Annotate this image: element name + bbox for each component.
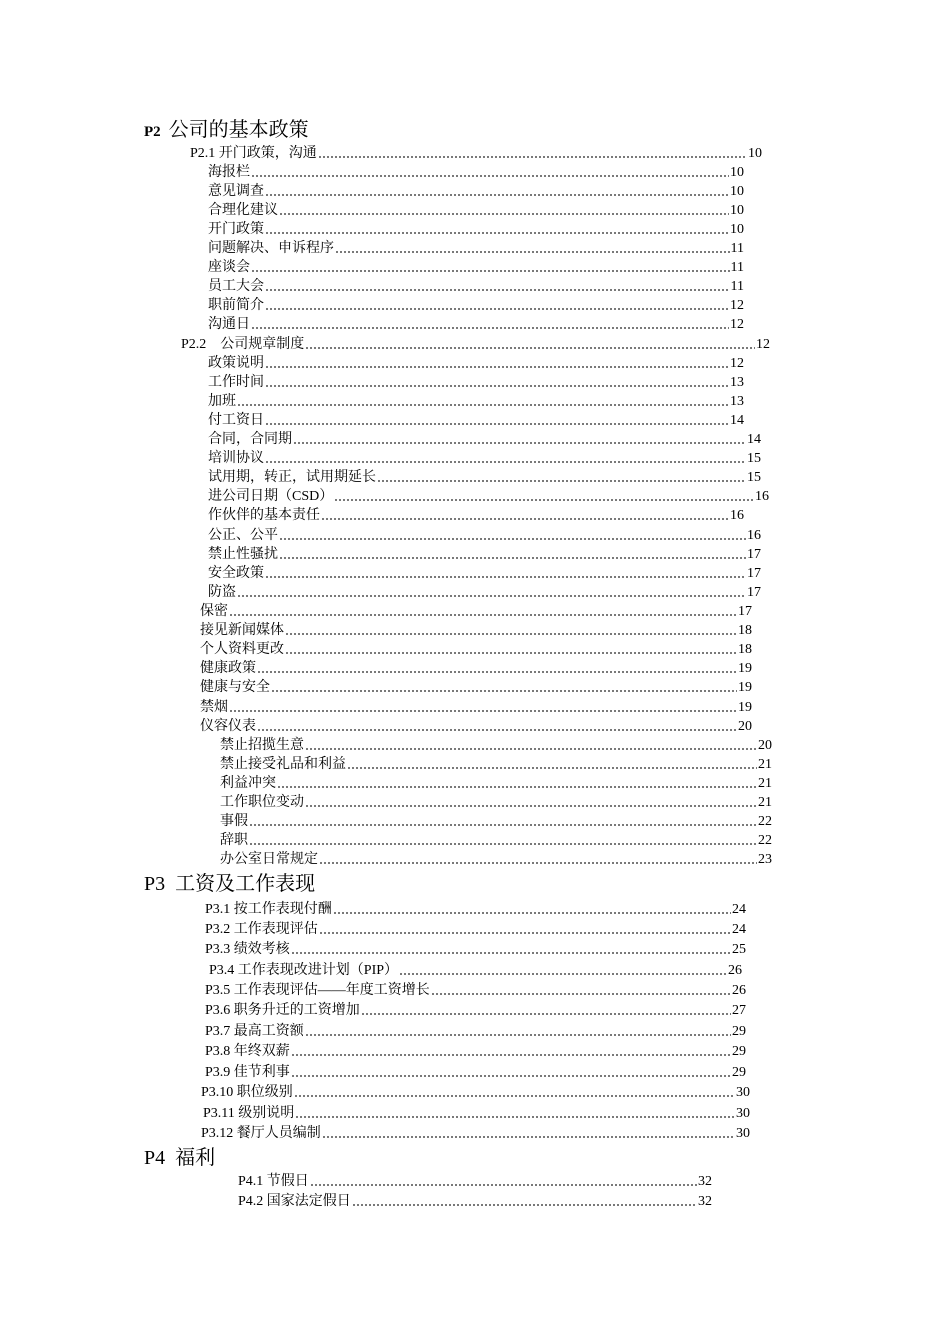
toc-page-number: 14	[730, 413, 744, 428]
toc-entry-label: 事假	[220, 814, 248, 829]
section-number: P3	[144, 873, 166, 895]
dot-leader	[333, 912, 731, 914]
toc-entry[interactable]	[205, 1000, 746, 1019]
toc-entry[interactable]	[208, 467, 761, 486]
toc-entry-label: P3.11 级别说明	[203, 1106, 295, 1121]
dot-leader	[305, 748, 757, 750]
toc-entry-label: P3.7 最高工资额	[205, 1024, 304, 1039]
dot-leader	[335, 251, 730, 253]
toc-page-number: 17	[747, 566, 761, 581]
dot-leader	[291, 1075, 731, 1077]
dot-leader	[310, 1184, 697, 1186]
toc-entry[interactable]	[181, 334, 770, 353]
dot-leader	[265, 366, 729, 368]
toc-entry-label: 个人资料更改	[200, 642, 284, 657]
toc-page-number: 10	[730, 184, 744, 199]
toc-page-number: 24	[732, 922, 746, 937]
dot-leader	[291, 952, 731, 954]
dot-leader	[277, 786, 757, 788]
dot-leader	[319, 932, 731, 934]
dot-leader	[319, 862, 757, 864]
toc-entry-label: P3.1 按工作表现付酬	[205, 902, 332, 917]
toc-entry-label: P3.12 餐厅人员编制	[201, 1126, 321, 1141]
toc-entry[interactable]	[220, 754, 772, 773]
toc-entry[interactable]	[205, 1021, 746, 1040]
toc-entry-label: P3.9 佳节利事	[205, 1065, 290, 1080]
toc-entry-label: 仪容仪表	[200, 719, 256, 734]
toc-page-number: 11	[730, 260, 744, 275]
toc-entry-label: 禁止性骚扰	[208, 547, 278, 562]
toc-page-number: 18	[738, 642, 752, 657]
toc-entry-label: 禁止接受礼品和利益	[220, 757, 346, 772]
toc-entry[interactable]	[208, 544, 761, 563]
toc-page-number: 23	[758, 852, 772, 867]
toc-page-number: 19	[738, 700, 752, 715]
toc-entry[interactable]	[208, 391, 744, 410]
toc-page-number: 30	[736, 1126, 750, 1141]
toc-page-number: 16	[747, 528, 761, 543]
dot-leader	[265, 385, 729, 387]
toc-entry-label: 公正、公平	[208, 528, 278, 543]
toc-entry[interactable]	[201, 1123, 750, 1142]
toc-entry[interactable]	[200, 658, 752, 677]
toc-entry[interactable]	[208, 429, 761, 448]
toc-entry-label: 政策说明	[208, 356, 264, 371]
toc-page-number: 15	[747, 451, 761, 466]
dot-leader	[285, 652, 737, 654]
toc-entry[interactable]	[205, 1062, 746, 1081]
section-heading-p4	[144, 1146, 215, 1170]
toc-entry[interactable]	[220, 735, 772, 754]
toc-entry[interactable]	[208, 582, 761, 601]
toc-entry[interactable]	[238, 1191, 712, 1210]
toc-entry[interactable]	[205, 899, 746, 918]
dot-leader	[279, 213, 729, 215]
toc-entry-label: 防盗	[208, 585, 236, 600]
dot-leader	[249, 824, 757, 826]
dot-leader	[229, 614, 737, 616]
dot-leader	[251, 327, 729, 329]
toc-page-number: 18	[738, 623, 752, 638]
toc-entry-label: P3.2 工作表现评估	[205, 922, 318, 937]
dot-leader	[305, 805, 757, 807]
toc-entry[interactable]	[208, 238, 744, 257]
toc-entry[interactable]	[208, 448, 761, 467]
toc-entry[interactable]	[205, 980, 746, 999]
toc-entry[interactable]	[203, 1103, 750, 1122]
toc-entry-label: P3.3 绩效考核	[205, 942, 290, 957]
toc-entry[interactable]	[201, 1082, 750, 1101]
toc-entry[interactable]	[200, 620, 752, 639]
dot-leader	[352, 1204, 697, 1206]
toc-page-number: 29	[732, 1044, 746, 1059]
toc-entry[interactable]	[208, 525, 761, 544]
dot-leader	[237, 595, 746, 597]
dot-leader	[265, 423, 729, 425]
toc-entry-label: 员工大会	[208, 279, 264, 294]
toc-page-number: 21	[758, 776, 772, 791]
toc-page-number: 29	[732, 1065, 746, 1080]
dot-leader	[265, 232, 729, 234]
toc-entry-label: 付工资日	[208, 413, 264, 428]
section-number: P2	[144, 124, 161, 140]
toc-entry[interactable]	[205, 939, 746, 958]
toc-page-number: 32	[698, 1194, 712, 1209]
toc-entry-label: P2.1 开门政策，沟通	[190, 146, 317, 161]
dot-leader	[237, 404, 729, 406]
dot-leader	[279, 557, 746, 559]
toc-page-number: 27	[732, 1003, 746, 1018]
dot-leader	[431, 993, 731, 995]
dot-leader	[229, 710, 737, 712]
toc-entry-label: 海报栏	[208, 165, 250, 180]
toc-page-number: 20	[758, 738, 772, 753]
toc-page-number: 14	[747, 432, 761, 447]
dot-leader	[265, 576, 746, 578]
dot-leader	[251, 270, 730, 272]
toc-entry[interactable]	[200, 677, 752, 696]
toc-page-number: 15	[747, 470, 761, 485]
toc-entry-label: P2.2 公司规章制度	[181, 337, 305, 352]
toc-entry[interactable]	[208, 353, 744, 372]
toc-entry-label: P3.6 职务升迁的工资增加	[205, 1003, 360, 1018]
toc-page-number: 10	[730, 203, 744, 218]
dot-leader	[279, 538, 746, 540]
toc-entry[interactable]	[208, 200, 744, 219]
toc-page-number: 19	[738, 680, 752, 695]
toc-page-number: 10	[730, 165, 744, 180]
dot-leader	[265, 289, 730, 291]
toc-page-number: 32	[698, 1174, 712, 1189]
toc-entry-label: 意见调查	[208, 184, 264, 199]
toc-entry[interactable]	[208, 410, 744, 429]
toc-page-number: 16	[755, 489, 769, 504]
section-title: 公司的基本政策	[168, 119, 309, 141]
toc-page-number: 10	[748, 146, 762, 161]
toc-page-number: 11	[730, 241, 744, 256]
dot-leader	[361, 1013, 731, 1015]
toc-page-number: 30	[736, 1106, 750, 1121]
toc-entry-label: 接见新闻媒体	[200, 623, 284, 638]
dot-leader	[249, 843, 757, 845]
toc-page-number: 12	[730, 298, 744, 313]
toc-entry[interactable]	[208, 505, 744, 524]
toc-page-number: 19	[738, 661, 752, 676]
toc-entry-label: P3.4 工作表现改进计划（PIP）	[209, 963, 399, 978]
toc-entry-label: 进公司日期（CSD）	[208, 489, 334, 504]
toc-entry[interactable]	[209, 960, 742, 979]
toc-page-number: 21	[758, 757, 772, 772]
toc-entry[interactable]	[200, 716, 752, 735]
toc-entry-label: 沟通日	[208, 317, 250, 332]
toc-entry-label: P3.5 工作表现评估——年度工资增长	[205, 983, 430, 998]
toc-page-number: 13	[730, 375, 744, 390]
toc-page-number: 17	[747, 547, 761, 562]
toc-page-number: 17	[738, 604, 752, 619]
toc-page-number: 10	[730, 222, 744, 237]
dot-leader	[265, 461, 746, 463]
toc-entry[interactable]	[220, 811, 772, 830]
dot-leader	[294, 1095, 735, 1097]
toc-page-number: 29	[732, 1024, 746, 1039]
toc-page-number: 11	[730, 279, 744, 294]
toc-entry-label: 保密	[200, 604, 228, 619]
toc-entry-label: 作伙伴的基本责任	[208, 508, 320, 523]
dot-leader	[399, 973, 727, 975]
dot-leader	[334, 499, 754, 501]
toc-entry-label: P3.10 职位级别	[201, 1085, 293, 1100]
toc-entry-label: 工作时间	[208, 375, 264, 390]
toc-page-number: 22	[758, 833, 772, 848]
toc-entry[interactable]	[208, 257, 744, 276]
toc-entry-label: P4.2 国家法定假日	[238, 1194, 351, 1209]
toc-entry-label: 试用期，转正，试用期延长	[208, 470, 376, 485]
toc-entry-label: 问题解决、申诉程序	[208, 241, 334, 256]
toc-entry-label: 办公室日常规定	[220, 852, 318, 867]
toc-page-number: 20	[738, 719, 752, 734]
dot-leader	[305, 1034, 731, 1036]
dot-leader	[265, 194, 729, 196]
dot-leader	[305, 347, 755, 349]
toc-page-number: 12	[756, 337, 770, 352]
toc-entry[interactable]	[200, 601, 752, 620]
toc-entry[interactable]	[208, 372, 744, 391]
toc-entry[interactable]	[200, 697, 752, 716]
toc-entry-label: 禁止招揽生意	[220, 738, 304, 753]
toc-page-number: 26	[728, 963, 742, 978]
toc-entry-label: 加班	[208, 394, 236, 409]
dot-leader	[347, 767, 757, 769]
toc-entry[interactable]	[208, 486, 769, 505]
toc-page-number: 25	[732, 942, 746, 957]
dot-leader	[271, 690, 737, 692]
dot-leader	[251, 175, 729, 177]
toc-entry-label: 安全政策	[208, 566, 264, 581]
toc-entry[interactable]	[205, 919, 746, 938]
dot-leader	[322, 1136, 735, 1138]
toc-entry[interactable]	[208, 219, 744, 238]
toc-entry[interactable]	[220, 792, 772, 811]
toc-entry[interactable]	[238, 1171, 712, 1190]
dot-leader	[265, 308, 729, 310]
section-title: 工资及工作表现	[175, 873, 316, 895]
toc-entry-label: 职前简介	[208, 298, 264, 313]
dot-leader	[295, 1116, 735, 1118]
dot-leader	[377, 480, 746, 482]
toc-page-number: 16	[730, 508, 744, 523]
toc-page-number: 12	[730, 356, 744, 371]
dot-leader	[293, 442, 746, 444]
toc-entry-label: 辞职	[220, 833, 248, 848]
toc-entry[interactable]	[208, 162, 744, 181]
toc-entry-label: 合同，合同期	[208, 432, 292, 447]
toc-page-number: 22	[758, 814, 772, 829]
toc-entry-label: 开门政策	[208, 222, 264, 237]
section-title: 福利	[175, 1147, 216, 1169]
toc-entry[interactable]	[190, 143, 762, 162]
toc-entry[interactable]	[208, 276, 744, 295]
toc-entry[interactable]	[220, 830, 772, 849]
section-number: P4	[144, 1147, 166, 1169]
dot-leader	[318, 156, 747, 158]
toc-entry[interactable]	[208, 295, 744, 314]
toc-entry-label: P3.8 年终双薪	[205, 1044, 290, 1059]
toc-entry-label: 座谈会	[208, 260, 250, 275]
toc-entry[interactable]	[220, 773, 772, 792]
toc-entry-label: 培训协议	[208, 451, 264, 466]
dot-leader	[257, 729, 737, 731]
section-heading-p3	[144, 872, 315, 896]
toc-entry[interactable]	[200, 639, 752, 658]
toc-entry-label: P4.1 节假日	[238, 1174, 309, 1189]
toc-entry[interactable]	[208, 181, 744, 200]
toc-page-number: 21	[758, 795, 772, 810]
toc-page-number: 12	[730, 317, 744, 332]
dot-leader	[321, 518, 729, 520]
toc-entry-label: 禁烟	[200, 700, 228, 715]
toc-entry-label: 合理化建议	[208, 203, 278, 218]
dot-leader	[285, 633, 737, 635]
toc-page-number: 26	[732, 983, 746, 998]
dot-leader	[257, 671, 737, 673]
toc-entry-label: 健康与安全	[200, 680, 270, 695]
dot-leader	[291, 1054, 731, 1056]
toc-entry[interactable]	[220, 849, 772, 868]
toc-entry[interactable]	[208, 314, 744, 333]
section-heading-p2	[144, 118, 309, 144]
toc-page-number: 30	[736, 1085, 750, 1100]
toc-entry-label: 工作职位变动	[220, 795, 304, 810]
toc-entry[interactable]	[205, 1041, 746, 1060]
toc-page-number: 24	[732, 902, 746, 917]
toc-entry[interactable]	[208, 563, 761, 582]
toc-entry-label: 健康政策	[200, 661, 256, 676]
toc-entry-label: 利益冲突	[220, 776, 276, 791]
toc-page-number: 13	[730, 394, 744, 409]
toc-page-number: 17	[747, 585, 761, 600]
